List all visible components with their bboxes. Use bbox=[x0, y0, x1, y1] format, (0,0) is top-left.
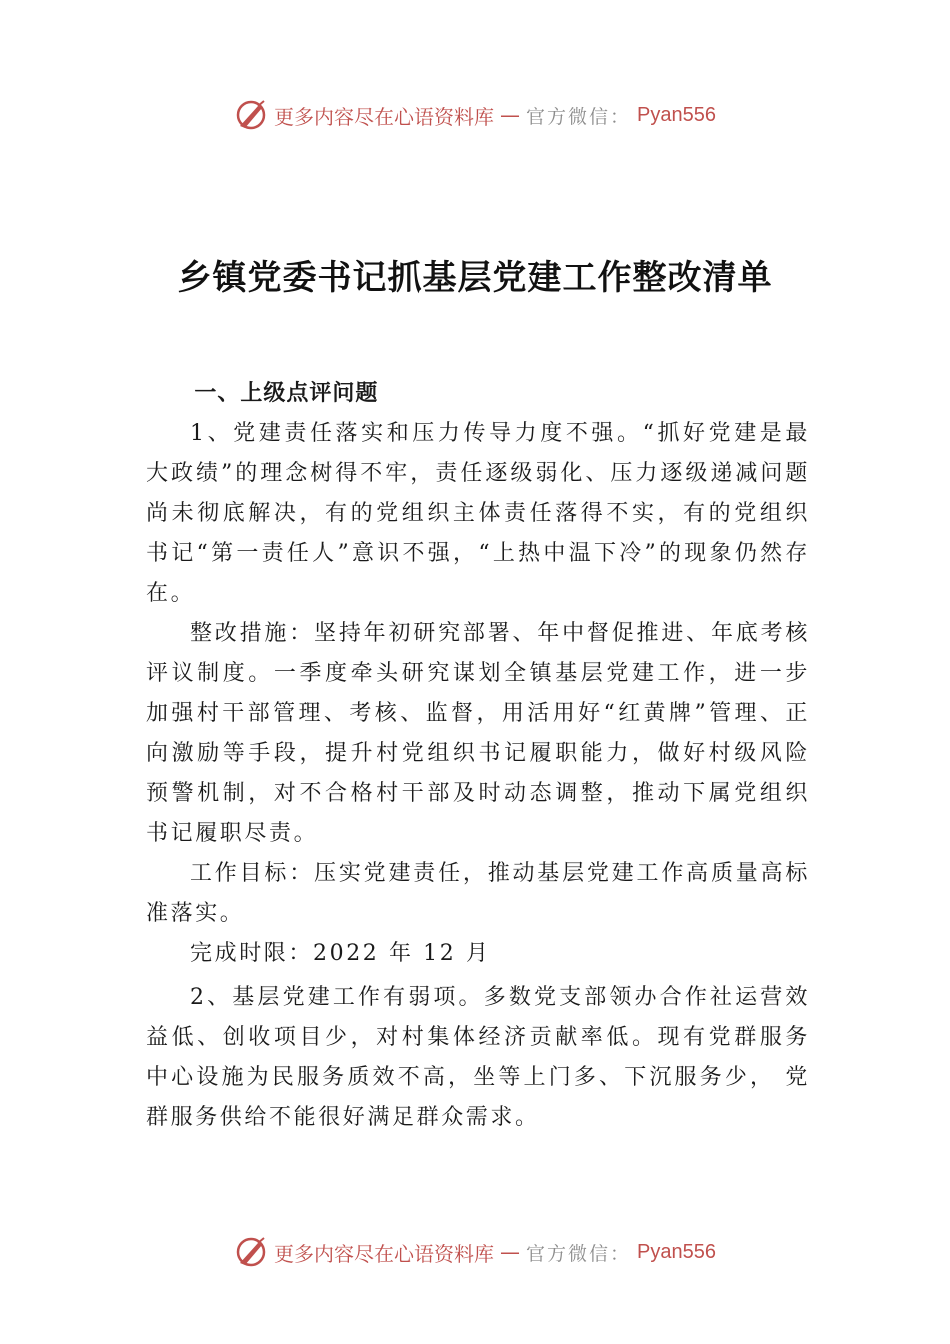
document-title: 乡镇党委书记抓基层党建工作整改清单 bbox=[177, 258, 773, 298]
pen-logo-icon bbox=[234, 1235, 268, 1269]
banner-wechat-id: Pyan556 bbox=[637, 103, 716, 126]
footer-banner bbox=[0, 1232, 950, 1272]
banner-wechat-label: 官方微信： bbox=[526, 1242, 632, 1265]
pen-logo-icon bbox=[234, 98, 268, 132]
banner-brand-text: 更多内容尽在心语资料库 bbox=[274, 104, 494, 129]
banner-wechat-label: 官方微信： bbox=[526, 105, 632, 128]
paragraph-issue-1: 1、党建责任落实和压力传导力度不强。“抓好党建是最大政绩”的理念树得不牢，责任逐级弱化、压力逐级递减问题尚未彻底解决，有的党组织主体责任落得不实，有的党组织书记“第一责任人”意识不强，“上热中温下冷”的现象仍然存在。 bbox=[146, 421, 810, 606]
section-heading: 一、上级点评问题 bbox=[194, 381, 379, 406]
header-banner bbox=[0, 95, 950, 135]
paragraph-goal: 工作目标：压实党建责任，推动基层党建工作高质量高标准落实。 bbox=[146, 861, 810, 926]
banner-dash: — bbox=[500, 1240, 520, 1264]
banner-wechat-id: Pyan556 bbox=[637, 1240, 716, 1263]
document-body bbox=[146, 374, 810, 1138]
paragraph-deadline: 完成时限：2022 年 12 月 bbox=[190, 941, 491, 966]
paragraph-issue-2: 2、基层党建工作有弱项。多数党支部领办合作社运营效益低、创收项目少，对村集体经济贡献率低。现有党群服务中心设施为民服务质效不高，坐等上门多、下沉服务少， 党群服务供给不能很好满足群众需求。 bbox=[146, 985, 810, 1130]
paragraph-measures: 整改措施：坚持年初研究部署、年中督促推进、年底考核评议制度。一季度牵头研究谋划全镇基层党建工作，进一步加强村干部管理、考核、监督，用活用好“红黄牌”管理、正向激励等手段，提升村党组织书记履职能力，做好村级风险预警机制，对不合格村干部及时动态调整，推动下属党组织书记履职尽责。 bbox=[146, 621, 810, 846]
banner-dash: — bbox=[500, 103, 520, 127]
banner-brand-text: 更多内容尽在心语资料库 bbox=[274, 1241, 494, 1266]
